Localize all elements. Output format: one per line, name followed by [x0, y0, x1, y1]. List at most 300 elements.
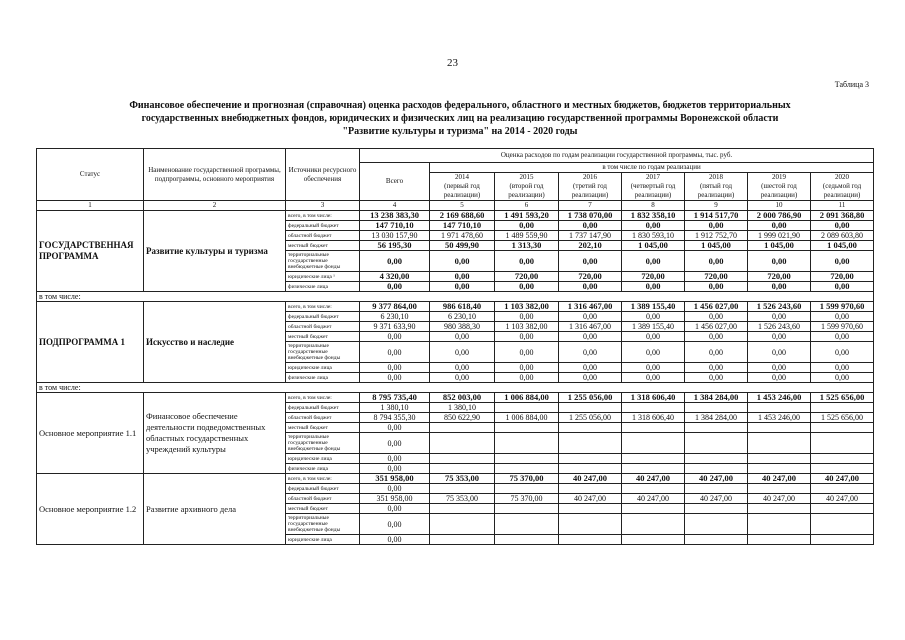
column-number: 1: [37, 201, 144, 211]
cell-year-value: 0,00: [430, 251, 495, 272]
cell-year-value: 0,00: [559, 221, 622, 231]
cell-year-value: [430, 464, 495, 474]
cell-year-value: 0,00: [811, 221, 874, 231]
cell-year-value: 0,00: [685, 373, 748, 383]
cell-year-value: 0,00: [811, 332, 874, 342]
cell-year-value: [811, 514, 874, 535]
column-number: 5: [430, 201, 495, 211]
header-year: [748, 173, 811, 201]
cell-year-value: 1 045,00: [811, 241, 874, 251]
cell-year-value: 0,00: [495, 363, 559, 373]
header-year-number: 2016: [583, 173, 597, 181]
cell-year-value: 1 006 884,00: [495, 393, 559, 403]
cell-total: 0,00: [360, 464, 430, 474]
cell-total: 0,00: [360, 454, 430, 464]
cell-year-value: 40 247,00: [622, 494, 685, 504]
cell-year-value: 0,00: [685, 221, 748, 231]
cell-year-value: 1 599 970,60: [811, 322, 874, 332]
cell-year-value: 1 456 027,00: [685, 302, 748, 312]
cell-year-value: 0,00: [559, 373, 622, 383]
cell-year-value: 1 103 382,00: [495, 302, 559, 312]
row-source: всего, в том числе:: [286, 393, 360, 403]
column-number: 10: [748, 201, 811, 211]
cell-year-value: 0,00: [685, 282, 748, 292]
cell-year-value: 0,00: [685, 251, 748, 272]
row-source: физические лица: [286, 373, 360, 383]
cell-year-value: 0,00: [685, 332, 748, 342]
header-year-number: 2014: [455, 173, 469, 181]
cell-year-value: 1 384 284,00: [685, 413, 748, 423]
cell-year-value: 0,00: [430, 363, 495, 373]
cell-year-value: [748, 514, 811, 535]
cell-year-value: 0,00: [495, 373, 559, 383]
cell-total: 0,00: [360, 433, 430, 454]
row-status: ПОДПРОГРАММА 1: [37, 302, 144, 383]
cell-total: 6 230,10: [360, 312, 430, 322]
table-row: [37, 393, 874, 403]
cell-year-value: 850 622,90: [430, 413, 495, 423]
cell-year-value: 75 353,00: [430, 494, 495, 504]
cell-year-value: 1 389 155,40: [622, 302, 685, 312]
cell-total: 1 380,10: [360, 403, 430, 413]
cell-year-value: 0,00: [495, 342, 559, 363]
cell-year-value: [685, 514, 748, 535]
cell-year-value: [811, 535, 874, 545]
cell-year-value: 0,00: [622, 363, 685, 373]
header-program-name: Наименование государственной программы, подпрограммы, основного мероприятия: [144, 149, 286, 201]
cell-year-value: 1 316 467,00: [559, 302, 622, 312]
cell-year-value: 40 247,00: [559, 494, 622, 504]
cell-year-value: 1 045,00: [748, 241, 811, 251]
cell-year-value: [748, 484, 811, 494]
row-program-name: Искусство и наследие: [144, 302, 286, 383]
cell-year-value: 0,00: [748, 282, 811, 292]
header-sources: Источники ресурсного обеспечения: [286, 149, 360, 201]
column-number: 7: [559, 201, 622, 211]
cell-year-value: 0,00: [748, 312, 811, 322]
cell-year-value: [622, 423, 685, 433]
cell-year-value: 1 599 970,60: [811, 302, 874, 312]
cell-year-value: [685, 504, 748, 514]
cell-year-value: 720,00: [748, 272, 811, 282]
cell-year-value: 75 370,00: [495, 494, 559, 504]
cell-year-value: 1 456 027,00: [685, 322, 748, 332]
title-line: государственных внебюджетных фондов, юридических и физических лиц на реализацию государственной программы Воронежской области: [141, 113, 779, 124]
row-source: областной бюджет: [286, 231, 360, 241]
column-number: 11: [811, 201, 874, 211]
cell-year-value: [495, 433, 559, 454]
header-estimate: Оценка расходов по годам реализации государственной программы, тыс. руб.: [360, 149, 874, 163]
cell-total: 0,00: [360, 535, 430, 545]
cell-year-value: 0,00: [748, 342, 811, 363]
cell-year-value: [559, 484, 622, 494]
row-source: территориальные государственные внебюджетные фонды: [286, 342, 360, 363]
cell-year-value: 40 247,00: [685, 494, 748, 504]
cell-year-value: 0,00: [811, 373, 874, 383]
header-year: [685, 173, 748, 201]
cell-year-value: [430, 535, 495, 545]
cell-year-value: [748, 403, 811, 413]
table-row: [37, 302, 874, 312]
row-source: юридические лица: [286, 363, 360, 373]
row-source: местный бюджет: [286, 504, 360, 514]
cell-total: 351 958,00: [360, 494, 430, 504]
cell-year-value: 0,00: [811, 342, 874, 363]
cell-year-value: 1 526 243,60: [748, 322, 811, 332]
cell-year-value: 852 003,00: [430, 393, 495, 403]
header-year-number: 2018: [709, 173, 723, 181]
cell-year-value: 0,00: [748, 221, 811, 231]
cell-year-value: 0,00: [811, 282, 874, 292]
cell-year-value: [559, 535, 622, 545]
cell-year-value: 1 316 467,00: [559, 322, 622, 332]
header-year-label: (второй год реализации): [508, 182, 545, 199]
cell-year-value: [685, 484, 748, 494]
cell-year-value: 0,00: [559, 332, 622, 342]
cell-year-value: [430, 484, 495, 494]
row-source: физические лица: [286, 282, 360, 292]
header-year: [430, 173, 495, 201]
cell-year-value: 0,00: [622, 373, 685, 383]
cell-year-value: 0,00: [559, 363, 622, 373]
cell-year-value: 1 453 246,00: [748, 393, 811, 403]
cell-year-value: 202,10: [559, 241, 622, 251]
cell-year-value: [430, 514, 495, 535]
cell-year-value: [559, 423, 622, 433]
cell-year-value: 1 738 070,00: [559, 211, 622, 221]
cell-year-value: 40 247,00: [559, 474, 622, 484]
cell-year-value: [748, 535, 811, 545]
header-year-label: (четвертый год реализации): [630, 182, 676, 199]
cell-year-value: [685, 403, 748, 413]
cell-year-value: [811, 504, 874, 514]
cell-year-value: [622, 433, 685, 454]
cell-year-value: 0,00: [495, 251, 559, 272]
title-line: Финансовое обеспечение и прогнозная (справочная) оценка расходов федерального, областного и местных бюджетов, бюджетов территориальных: [129, 100, 791, 111]
cell-year-value: 40 247,00: [811, 494, 874, 504]
row-source: местный бюджет: [286, 423, 360, 433]
cell-year-value: [748, 423, 811, 433]
cell-year-value: 1 255 056,00: [559, 393, 622, 403]
row-source: местный бюджет: [286, 332, 360, 342]
cell-year-value: 986 618,40: [430, 302, 495, 312]
cell-year-value: 0,00: [622, 342, 685, 363]
row-source: территориальные государственные внебюджетные фонды: [286, 251, 360, 272]
row-source: юридические лица: [286, 535, 360, 545]
cell-year-value: [685, 454, 748, 464]
row-program-name: Развитие архивного дела: [144, 474, 286, 545]
cell-year-value: [430, 504, 495, 514]
cell-total: 8 794 355,30: [360, 413, 430, 423]
cell-total: 0,00: [360, 504, 430, 514]
row-source: областной бюджет: [286, 494, 360, 504]
cell-year-value: 0,00: [430, 373, 495, 383]
cell-year-value: 1 313,30: [495, 241, 559, 251]
cell-year-value: 0,00: [430, 332, 495, 342]
cell-year-value: [495, 454, 559, 464]
row-program-name: Финансовое обеспечение деятельности подведомственных областных государственных учреждений культуры: [144, 393, 286, 474]
cell-year-value: 1 045,00: [685, 241, 748, 251]
cell-year-value: [622, 514, 685, 535]
cell-year-value: 720,00: [559, 272, 622, 282]
cell-year-value: 0,00: [748, 251, 811, 272]
cell-year-value: 147 710,10: [430, 221, 495, 231]
cell-year-value: 0,00: [559, 251, 622, 272]
cell-year-value: 1 526 243,60: [748, 302, 811, 312]
cell-year-value: 50 499,90: [430, 241, 495, 251]
cell-year-value: [622, 454, 685, 464]
document-title: [70, 99, 850, 138]
cell-year-value: 0,00: [430, 282, 495, 292]
cell-year-value: [811, 433, 874, 454]
cell-year-value: 40 247,00: [748, 474, 811, 484]
cell-year-value: 720,00: [622, 272, 685, 282]
cell-year-value: 2 091 368,80: [811, 211, 874, 221]
cell-year-value: [685, 423, 748, 433]
cell-year-value: 0,00: [748, 363, 811, 373]
column-number: 2: [144, 201, 286, 211]
header-in-years: в том числе по годам реализации: [430, 163, 874, 173]
column-number: 4: [360, 201, 430, 211]
cell-year-value: 0,00: [622, 221, 685, 231]
cell-year-value: 1 380,10: [430, 403, 495, 413]
cell-year-value: 1 318 606,40: [622, 393, 685, 403]
cell-year-value: [559, 433, 622, 454]
cell-year-value: 1 737 147,90: [559, 231, 622, 241]
cell-year-value: [559, 454, 622, 464]
column-number: 9: [685, 201, 748, 211]
header-year-number: 2020: [835, 173, 850, 181]
cell-year-value: [748, 504, 811, 514]
cell-total: 0,00: [360, 514, 430, 535]
cell-total: 0,00: [360, 423, 430, 433]
cell-year-value: 0,00: [559, 342, 622, 363]
cell-year-value: 0,00: [495, 312, 559, 322]
cell-year-value: [811, 423, 874, 433]
row-source: юридические лица ¹: [286, 272, 360, 282]
cell-year-value: [495, 535, 559, 545]
cell-year-value: 1 453 246,00: [748, 413, 811, 423]
cell-year-value: 1 830 593,10: [622, 231, 685, 241]
cell-year-value: 0,00: [748, 373, 811, 383]
row-status: Основное мероприятие 1.2: [37, 474, 144, 545]
header-year: [811, 173, 874, 201]
cell-year-value: 1 914 517,70: [685, 211, 748, 221]
cell-total: 351 958,00: [360, 474, 430, 484]
column-number: 8: [622, 201, 685, 211]
cell-year-value: [430, 433, 495, 454]
cell-year-value: 1 971 478,60: [430, 231, 495, 241]
cell-year-value: 0,00: [622, 332, 685, 342]
cell-year-value: 0,00: [430, 342, 495, 363]
cell-year-value: [559, 464, 622, 474]
header-year-label: (третий год реализации): [571, 182, 609, 199]
cell-year-value: 1 103 382,00: [495, 322, 559, 332]
cell-year-value: 1 999 021,90: [748, 231, 811, 241]
header-year-label: (шестой год реализации): [760, 182, 798, 199]
cell-year-value: [495, 464, 559, 474]
cell-year-value: 1 389 155,40: [622, 322, 685, 332]
cell-total: 9 377 864,00: [360, 302, 430, 312]
cell-total: 9 371 633,90: [360, 322, 430, 332]
cell-year-value: 1 006 884,00: [495, 413, 559, 423]
header-year-number: 2015: [519, 173, 534, 181]
cell-year-value: 0,00: [622, 312, 685, 322]
cell-year-value: [748, 464, 811, 474]
header-year-label: (седьмой год реализации): [822, 182, 862, 199]
cell-year-value: 1 525 656,00: [811, 393, 874, 403]
cell-year-value: [495, 514, 559, 535]
cell-year-value: [495, 484, 559, 494]
cell-total: 0,00: [360, 342, 430, 363]
cell-year-value: 1 318 606,40: [622, 413, 685, 423]
column-number: 3: [286, 201, 360, 211]
cell-total: 0,00: [360, 332, 430, 342]
cell-year-value: [495, 403, 559, 413]
header-year: [622, 173, 685, 201]
row-source: территориальные государственные внебюджетные фонды: [286, 514, 360, 535]
table-row: [37, 474, 874, 484]
cell-total: 0,00: [360, 373, 430, 383]
in-that-number-row: в том числе:: [37, 383, 874, 393]
cell-year-value: 0,00: [622, 282, 685, 292]
cell-year-value: 6 230,10: [430, 312, 495, 322]
cell-year-value: 1 489 559,90: [495, 231, 559, 241]
cell-total: 0,00: [360, 251, 430, 272]
row-source: областной бюджет: [286, 413, 360, 423]
page-number: 23: [447, 57, 458, 69]
row-source: юридические лица: [286, 454, 360, 464]
cell-total: 0,00: [360, 282, 430, 292]
cell-year-value: 1 912 752,70: [685, 231, 748, 241]
cell-year-value: 75 370,00: [495, 474, 559, 484]
cell-total: 56 195,30: [360, 241, 430, 251]
cell-year-value: 0,00: [622, 251, 685, 272]
row-source: местный бюджет: [286, 241, 360, 251]
cell-year-value: [430, 423, 495, 433]
row-source: федеральный бюджет: [286, 221, 360, 231]
row-source: федеральный бюджет: [286, 484, 360, 494]
cell-year-value: [495, 423, 559, 433]
row-source: всего, в том числе:: [286, 211, 360, 221]
row-program-name: Развитие культуры и туризма: [144, 211, 286, 292]
cell-year-value: [622, 464, 685, 474]
cell-total: 8 795 735,40: [360, 393, 430, 403]
header-year-number: 2017: [646, 173, 660, 181]
cell-year-value: 1 832 358,10: [622, 211, 685, 221]
cell-year-value: 720,00: [811, 272, 874, 282]
cell-total: 13 238 383,30: [360, 211, 430, 221]
cell-year-value: 0,00: [559, 312, 622, 322]
cell-year-value: 0,00: [811, 363, 874, 373]
cell-year-value: [811, 484, 874, 494]
cell-year-value: [622, 535, 685, 545]
header-total: Всего: [360, 163, 430, 201]
row-source: физические лица: [286, 464, 360, 474]
cell-year-value: 1 045,00: [622, 241, 685, 251]
cell-year-value: 0,00: [811, 251, 874, 272]
cell-year-value: [559, 403, 622, 413]
financing-table: [36, 148, 874, 545]
row-source: всего, в том числе:: [286, 474, 360, 484]
cell-year-value: [559, 514, 622, 535]
cell-year-value: [748, 454, 811, 464]
cell-year-value: [811, 464, 874, 474]
header-year: [495, 173, 559, 201]
row-source: областной бюджет: [286, 322, 360, 332]
cell-year-value: [685, 433, 748, 454]
cell-year-value: 1 525 656,00: [811, 413, 874, 423]
cell-year-value: [430, 454, 495, 464]
cell-year-value: 0,00: [430, 272, 495, 282]
cell-year-value: [685, 535, 748, 545]
cell-year-value: 40 247,00: [811, 474, 874, 484]
column-number: 6: [495, 201, 559, 211]
cell-total: 147 710,10: [360, 221, 430, 231]
cell-year-value: 1 384 284,00: [685, 393, 748, 403]
cell-year-value: 1 255 056,00: [559, 413, 622, 423]
row-source: федеральный бюджет: [286, 312, 360, 322]
row-source: территориальные государственные внебюджетные фонды: [286, 433, 360, 454]
cell-year-value: 0,00: [559, 282, 622, 292]
table-label: Таблица 3: [834, 80, 869, 89]
cell-year-value: [811, 454, 874, 464]
header-year-number: 2019: [772, 173, 786, 181]
cell-year-value: [495, 504, 559, 514]
header-year-label: (первый год реализации): [443, 182, 481, 199]
header-status: Статус: [37, 149, 144, 201]
cell-total: 0,00: [360, 484, 430, 494]
cell-total: 0,00: [360, 363, 430, 373]
cell-year-value: 0,00: [495, 221, 559, 231]
cell-year-value: 980 388,30: [430, 322, 495, 332]
cell-year-value: [811, 403, 874, 413]
cell-year-value: 1 491 593,20: [495, 211, 559, 221]
header-year-label: (пятый год реализации): [697, 182, 735, 199]
cell-year-value: 0,00: [685, 363, 748, 373]
row-source: всего, в том числе:: [286, 302, 360, 312]
cell-year-value: 720,00: [495, 272, 559, 282]
cell-total: 13 030 157,90: [360, 231, 430, 241]
cell-year-value: 40 247,00: [748, 494, 811, 504]
cell-year-value: 0,00: [748, 332, 811, 342]
row-status: Основное мероприятие 1.1: [37, 393, 144, 474]
cell-year-value: 0,00: [495, 282, 559, 292]
cell-year-value: 2 169 688,60: [430, 211, 495, 221]
cell-year-value: 0,00: [811, 312, 874, 322]
cell-year-value: 40 247,00: [622, 474, 685, 484]
in-that-number-row: в том числе:: [37, 292, 874, 302]
cell-year-value: 720,00: [685, 272, 748, 282]
header-year: [559, 173, 622, 201]
row-status: ГОСУДАРСТВЕННАЯ ПРОГРАММА: [37, 211, 144, 292]
cell-year-value: [622, 403, 685, 413]
title-line: "Развитие культуры и туризма" на 2014 - 2020 годы: [342, 126, 578, 137]
cell-year-value: [622, 484, 685, 494]
table-row: [37, 211, 874, 221]
cell-year-value: [685, 464, 748, 474]
cell-year-value: 0,00: [685, 312, 748, 322]
cell-year-value: 75 353,00: [430, 474, 495, 484]
cell-year-value: [559, 504, 622, 514]
cell-year-value: 2 089 603,80: [811, 231, 874, 241]
cell-year-value: 40 247,00: [685, 474, 748, 484]
cell-year-value: 2 000 786,90: [748, 211, 811, 221]
cell-total: 4 320,00: [360, 272, 430, 282]
cell-year-value: [622, 504, 685, 514]
cell-year-value: 0,00: [495, 332, 559, 342]
cell-year-value: 0,00: [685, 342, 748, 363]
